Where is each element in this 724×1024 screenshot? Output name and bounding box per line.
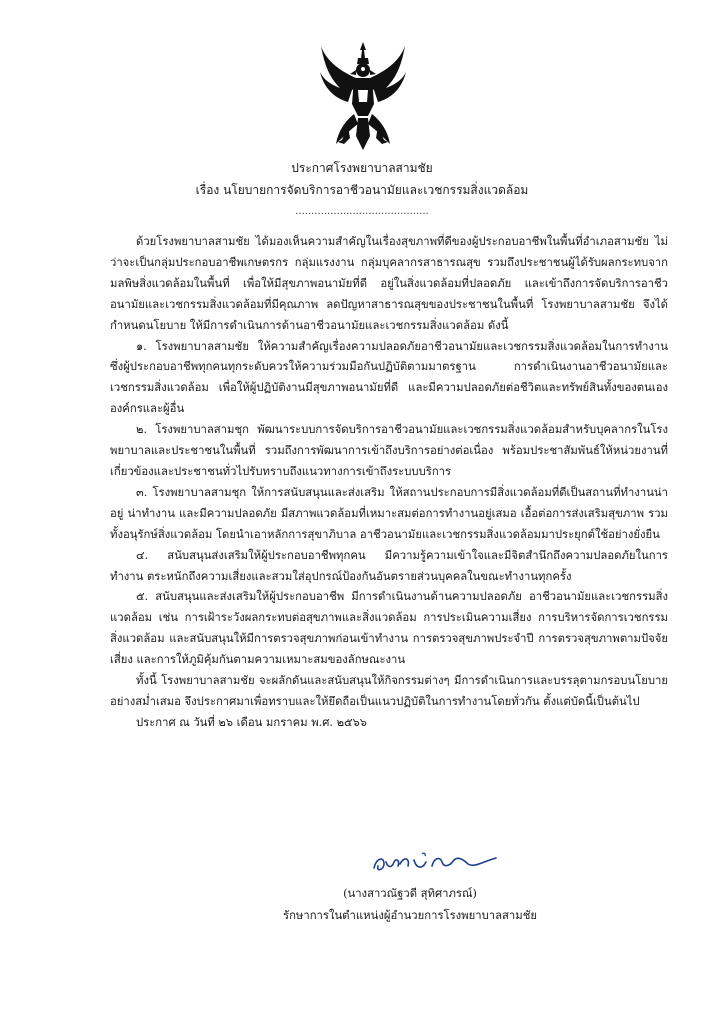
policy-item-3: ๓. โรงพยาบาลสามชุก ให้การสนับสนุนและส่งเสริม ให้สถานประกอบการมีสิ่งแวดล้อมที่ดีเป็นสถานที่ทำงานน่าอยู่ น่าทำงาน และมีความปลอดภัย มีสภาพแวดล้อมที่เหมาะสมต่อการทำงานอยู่เสมอ เอื้อต่อการส่งเสริมสุขภาพ รวมทั้งอนุรักษ์สิ่งแวดล้อม โดยนำเอาหลักการสุขาภิบาล อาชีวอนามัยและเวชกรรมสิ่งแวดล้อมมาประยุกต์ใช้อย่างยั่งยืน — [110, 485, 668, 541]
intro-paragraph: ด้วยโรงพยาบาลสามชัย ได้มองเห็นความสำคัญในเรื่องสุขภาพที่ดีของผู้ประกอบอาชีพในพื้นที่อำเภอสามชัย ไม่ว่าจะเป็นกลุ่มประกอบอาชีพเกษตรกร กลุ่มแรงงาน กลุ่มบุคลากรสาธารณสุข รวมถึงประชาชนผู้ได้รับผลกระทบจากมลพิษสิ่งแวดล้อมในพื้นที่ เพื่อให้มีสุขภาพอนามัยที่ดี อยู่ในสิ่งแวดล้อมที่ปลอดภัย และเข้าถึงการจัดบริการอาชีวอนามัยและเวชกรรมสิ่งแวดล้อมที่มีคุณภาพ ลดปัญหาสาธารณสุขของประชาชนในพื้นที่ โรงพยาบาลสามชัย จึงได้กำหนดนโยบาย ให้มีการดำเนินการด้านอาชีวอนามัยและเวชกรรมสิ่งแวดล้อม ดังนี้ — [110, 235, 668, 332]
title-rule: .......................................... — [295, 206, 429, 217]
closing-paragraph: ทั้งนี้ โรงพยาบาลสามชัย จะผลักดันและสนับสนุนให้กิจกรรมต่างๆ มีการดำเนินการและบรรลุตามกรอบนโยบายอย่างสม่ำเสมอ จึงประกาศมาเพื่อทราบและให้ยึดถือเป็นแนวปฏิบัติในการทำงานโดยทั่วกัน ตั้งแต่บัดนี้เป็นต้นไป — [110, 674, 668, 708]
document-title: ประกาศโรงพยาบาลสามชัย — [291, 161, 433, 175]
document-body — [110, 232, 668, 734]
policy-item-4: ๔. สนับสนุนส่งเสริมให้ผู้ประกอบอาชีพทุกคน มีความรู้ความเข้าใจและมีจิตสำนึกถึงความปลอดภัยในการทำงาน ตระหนักถึงความเสี่ยงและสวมใส่อุปกรณ์ป้องกันอันตรายส่วนบุคคลในขณะทำงานทุกครั้ง — [110, 548, 668, 583]
policy-item-2: ๒. โรงพยาบาลสามชุก พัฒนาระบบการจัดบริการอาชีวอนามัยและเวชกรรมสิ่งแวดล้อมสำหรับบุคลากรในโรงพยาบาลและประชาชนในพื้นที่ รวมถึงการพัฒนาการเข้าถึงบริการอย่างต่อเนื่อง พร้อมประชาสัมพันธ์ให้หน่วยงานที่เกี่ยวข้องและประชาชนทั่วไปรับทราบถึงแนวทางการเข้าถึงระบบบริการ — [110, 423, 668, 478]
signatory-name: (นางสาวณัฐวดี สุทิศาภรณ์) — [343, 887, 477, 900]
policy-item-1: ๑. โรงพยาบาลสามชัย ให้ความสำคัญเรื่องความปลอดภัยอาชีวอนามัยและเวชกรรมสิ่งแวดล้อมในการทำงาน ซึ่งผู้ประกอบอาชีพทุกคนทุกระดับควรให้ความร่วมมือกันปฏิบัติตามมาตรฐาน การดำเนินงานอาชีวอนามัยและเวชกรรมสิ่งแวดล้อม เพื่อให้ผู้ปฏิบัติงานมีสุขภาพอนามัยที่ดี และมีความปลอดภัยต่อชีวิตและทรัพย์สินทั้งของตนเอง องค์กรและผู้อื่น — [110, 339, 668, 416]
handwritten-signature — [370, 848, 500, 878]
policy-item-5: ๕. สนับสนุนและส่งเสริมให้ผู้ประกอบอาชีพ มีการดำเนินงานด้านความปลอดภัย อาชีวอนามัยและเวชกรรมสิ่งแวดล้อม เช่น การเฝ้าระวังผลกระทบต่อสุขภาพและสิ่งแวดล้อม การประเมินความเสี่ยง การบริหารจัดการเวชกรรมสิ่งแวดล้อม และสนับสนุนให้มีการตรวจสุขภาพก่อนเข้าทำงาน การตรวจสุขภาพประจำปี การตรวจสุขภาพตามปัจจัยเสี่ยง และการให้ภูมิคุ้มกันตามความเหมาะสมของลักษณะงาน — [110, 590, 668, 667]
document-subject: เรื่อง นโยบายการจัดบริการอาชีวอนามัยและเวชกรรมสิ่งแวดล้อม — [195, 183, 529, 197]
signatory-title: รักษาการในตำแหน่งผู้อำนวยการโรงพยาบาลสามชัย — [283, 909, 537, 922]
announcement-date: ประกาศ ณ วันที่ ๒๖ เดือน มกราคม พ.ศ. ๒๕๖๖ — [136, 715, 367, 729]
garuda-emblem-icon — [318, 40, 408, 152]
